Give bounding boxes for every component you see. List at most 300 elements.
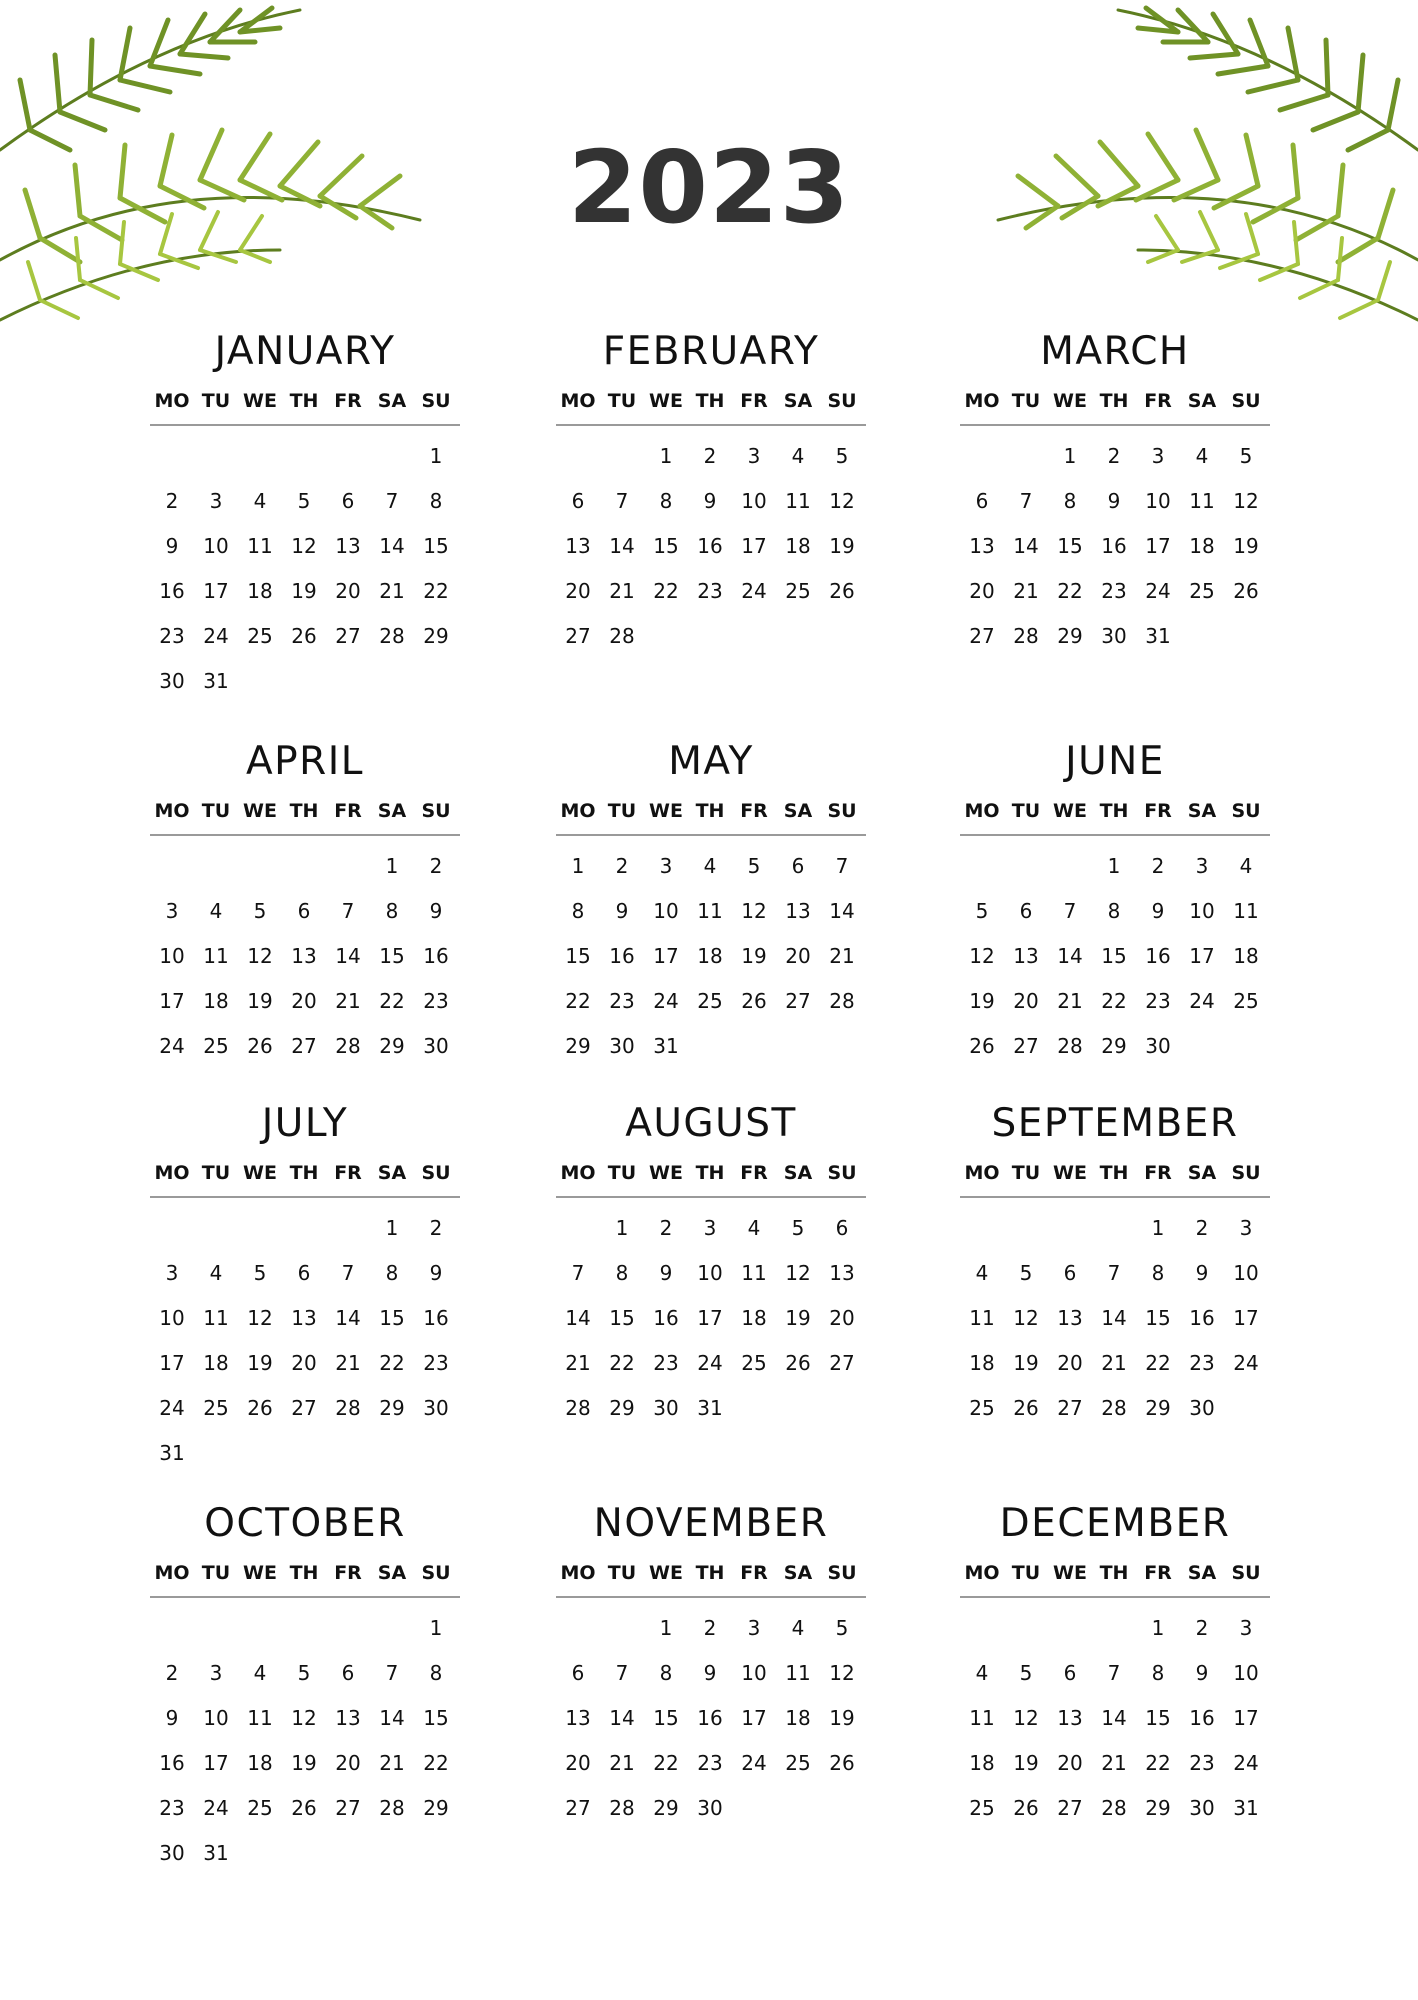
day-cell: 22 [653, 579, 679, 603]
weekday-header [960, 388, 1270, 414]
day-cell: 29 [1101, 1034, 1127, 1058]
day-cell: 20 [291, 1351, 317, 1375]
day-cell: 1 [385, 1216, 399, 1240]
day-cell: 15 [1101, 944, 1127, 968]
day-cell: 18 [741, 1306, 767, 1330]
day-cell: 7 [385, 489, 399, 513]
day-cell: 3 [165, 899, 179, 923]
day-cell: 15 [423, 1706, 449, 1730]
day-cell: 29 [1145, 1796, 1171, 1820]
empty-day [1048, 1606, 1092, 1651]
month-january [150, 330, 460, 704]
weekday-label: WE [243, 390, 277, 412]
day-cell: 1 [1151, 1616, 1165, 1640]
day-cell: 7 [385, 1661, 399, 1685]
weekday-label: SA [783, 1562, 813, 1584]
day-cell: 4 [791, 444, 805, 468]
day-grid [960, 434, 1270, 659]
day-cell: 25 [969, 1396, 995, 1420]
empty-day [960, 1206, 1004, 1251]
day-cell: 9 [429, 1261, 443, 1285]
day-cell: 18 [203, 1351, 229, 1375]
day-cell: 17 [1145, 534, 1171, 558]
day-cell: 14 [335, 944, 361, 968]
day-cell: 2 [659, 1216, 673, 1240]
weekday-label: TU [201, 1162, 231, 1184]
divider [556, 834, 866, 836]
day-cell: 24 [697, 1351, 723, 1375]
day-cell: 9 [1195, 1261, 1209, 1285]
day-grid [150, 1606, 460, 1876]
day-cell: 8 [1151, 1661, 1165, 1685]
day-cell: 23 [1101, 579, 1127, 603]
day-cell: 24 [159, 1034, 185, 1058]
day-cell: 2 [429, 1216, 443, 1240]
day-cell: 4 [747, 1216, 761, 1240]
day-cell: 10 [741, 1661, 767, 1685]
day-cell: 21 [1057, 989, 1083, 1013]
day-cell: 23 [697, 1751, 723, 1775]
day-grid [960, 1606, 1270, 1831]
day-cell: 22 [1145, 1351, 1171, 1375]
day-cell: 1 [1151, 1216, 1165, 1240]
day-cell: 25 [203, 1396, 229, 1420]
day-cell: 25 [697, 989, 723, 1013]
day-cell: 2 [1151, 854, 1165, 878]
day-cell: 6 [975, 489, 989, 513]
day-cell: 13 [829, 1261, 855, 1285]
day-cell: 16 [423, 1306, 449, 1330]
day-cell: 26 [829, 579, 855, 603]
day-cell: 24 [1145, 579, 1171, 603]
empty-day [370, 434, 414, 479]
weekday-header [150, 388, 460, 414]
day-cell: 5 [253, 1261, 267, 1285]
day-cell: 20 [785, 944, 811, 968]
day-cell: 11 [785, 1661, 811, 1685]
day-cell: 22 [1057, 579, 1083, 603]
empty-day [1092, 1606, 1136, 1651]
weekday-label: WE [243, 800, 277, 822]
day-cell: 14 [335, 1306, 361, 1330]
day-cell: 24 [653, 989, 679, 1013]
day-cell: 27 [1057, 1396, 1083, 1420]
weekday-label: SA [377, 1162, 407, 1184]
day-cell: 21 [379, 1751, 405, 1775]
weekday-label: TU [201, 800, 231, 822]
day-cell: 13 [969, 534, 995, 558]
day-cell: 3 [209, 1661, 223, 1685]
day-cell: 10 [1233, 1661, 1259, 1685]
month-june [960, 740, 1270, 1069]
day-cell: 17 [741, 534, 767, 558]
weekday-label: MO [560, 1162, 596, 1184]
day-cell: 10 [203, 534, 229, 558]
day-cell: 8 [429, 1661, 443, 1685]
day-cell: 22 [653, 1751, 679, 1775]
empty-day [282, 1206, 326, 1251]
month-name: OCTOBER [204, 1501, 406, 1546]
day-cell: 7 [571, 1261, 585, 1285]
day-cell: 26 [1013, 1796, 1039, 1820]
day-cell: 14 [609, 1706, 635, 1730]
weekday-label: WE [243, 1162, 277, 1184]
day-cell: 23 [653, 1351, 679, 1375]
day-cell: 1 [1063, 444, 1077, 468]
weekday-label: SA [1187, 1162, 1217, 1184]
empty-day [194, 434, 238, 479]
weekday-label: SA [1187, 800, 1217, 822]
month-name: APRIL [245, 739, 365, 784]
day-cell: 29 [653, 1796, 679, 1820]
day-cell: 17 [653, 944, 679, 968]
day-cell: 27 [1013, 1034, 1039, 1058]
weekday-label: WE [1053, 1562, 1087, 1584]
day-cell: 23 [159, 624, 185, 648]
month-name: NOVEMBER [593, 1501, 829, 1546]
day-cell: 18 [1233, 944, 1259, 968]
empty-day [1048, 844, 1092, 889]
weekday-label: SU [1231, 1162, 1261, 1184]
day-cell: 30 [1145, 1034, 1171, 1058]
day-cell: 4 [1195, 444, 1209, 468]
day-cell: 21 [1101, 1351, 1127, 1375]
day-cell: 11 [247, 1706, 273, 1730]
day-cell: 7 [341, 899, 355, 923]
day-cell: 2 [703, 1616, 717, 1640]
day-cell: 24 [1189, 989, 1215, 1013]
day-cell: 4 [975, 1661, 989, 1685]
day-cell: 24 [203, 1796, 229, 1820]
weekday-label: SA [1187, 1562, 1217, 1584]
weekday-label: WE [243, 1562, 277, 1584]
day-cell: 23 [159, 1796, 185, 1820]
day-cell: 3 [209, 489, 223, 513]
day-cell: 2 [165, 1661, 179, 1685]
day-cell: 5 [791, 1216, 805, 1240]
day-cell: 5 [1239, 444, 1253, 468]
empty-day [150, 844, 194, 889]
day-cell: 7 [1107, 1661, 1121, 1685]
divider [150, 424, 460, 426]
day-cell: 26 [829, 1751, 855, 1775]
day-cell: 16 [609, 944, 635, 968]
day-cell: 20 [969, 579, 995, 603]
weekday-label: SU [827, 1562, 857, 1584]
weekday-label: FR [1144, 800, 1172, 822]
day-cell: 27 [1057, 1796, 1083, 1820]
day-cell: 12 [1233, 489, 1259, 513]
day-cell: 1 [615, 1216, 629, 1240]
day-cell: 19 [969, 989, 995, 1013]
day-cell: 10 [159, 1306, 185, 1330]
month-september [960, 1102, 1270, 1431]
day-cell: 26 [1233, 579, 1259, 603]
day-cell: 15 [1057, 534, 1083, 558]
empty-day [150, 434, 194, 479]
day-cell: 18 [969, 1351, 995, 1375]
weekday-label: TH [289, 390, 319, 412]
weekday-label: WE [649, 390, 683, 412]
empty-day [1004, 434, 1048, 479]
day-cell: 5 [297, 1661, 311, 1685]
day-cell: 20 [1057, 1751, 1083, 1775]
day-cell: 28 [1057, 1034, 1083, 1058]
day-cell: 29 [1145, 1396, 1171, 1420]
day-cell: 17 [159, 1351, 185, 1375]
empty-day [150, 1206, 194, 1251]
day-cell: 20 [829, 1306, 855, 1330]
day-cell: 12 [829, 1661, 855, 1685]
empty-day [1004, 1206, 1048, 1251]
day-cell: 13 [1013, 944, 1039, 968]
day-cell: 19 [829, 1706, 855, 1730]
day-cell: 2 [429, 854, 443, 878]
day-cell: 2 [1195, 1216, 1209, 1240]
day-cell: 1 [659, 1616, 673, 1640]
day-cell: 9 [1107, 489, 1121, 513]
day-cell: 10 [203, 1706, 229, 1730]
day-cell: 13 [565, 1706, 591, 1730]
day-cell: 17 [203, 1751, 229, 1775]
day-cell: 11 [969, 1306, 995, 1330]
empty-day [1004, 844, 1048, 889]
weekday-label: MO [154, 800, 190, 822]
day-cell: 12 [969, 944, 995, 968]
weekday-label: TH [695, 1562, 725, 1584]
day-cell: 4 [791, 1616, 805, 1640]
day-cell: 5 [747, 854, 761, 878]
empty-day [150, 1606, 194, 1651]
day-cell: 4 [1239, 854, 1253, 878]
day-cell: 23 [1189, 1351, 1215, 1375]
weekday-label: TH [695, 390, 725, 412]
day-cell: 7 [1107, 1261, 1121, 1285]
empty-day [556, 1606, 600, 1651]
day-cell: 21 [565, 1351, 591, 1375]
day-cell: 27 [565, 624, 591, 648]
weekday-label: SU [421, 800, 451, 822]
day-grid [150, 434, 460, 704]
day-cell: 16 [1189, 1306, 1215, 1330]
day-cell: 22 [379, 989, 405, 1013]
month-march [960, 330, 1270, 659]
day-cell: 19 [1233, 534, 1259, 558]
weekday-label: FR [334, 1562, 362, 1584]
day-cell: 23 [1189, 1751, 1215, 1775]
day-cell: 22 [609, 1351, 635, 1375]
empty-day [238, 1606, 282, 1651]
weekday-label: MO [154, 390, 190, 412]
day-cell: 21 [829, 944, 855, 968]
day-cell: 16 [697, 1706, 723, 1730]
divider [960, 1196, 1270, 1198]
day-cell: 10 [1189, 899, 1215, 923]
day-cell: 12 [741, 899, 767, 923]
day-cell: 27 [969, 624, 995, 648]
empty-day [194, 844, 238, 889]
weekday-label: TH [289, 1562, 319, 1584]
day-cell: 24 [1233, 1751, 1259, 1775]
day-cell: 28 [379, 624, 405, 648]
day-cell: 3 [1195, 854, 1209, 878]
weekday-label: FR [740, 1162, 768, 1184]
day-cell: 8 [571, 899, 585, 923]
day-cell: 14 [609, 534, 635, 558]
day-cell: 30 [423, 1034, 449, 1058]
day-cell: 1 [571, 854, 585, 878]
day-cell: 28 [565, 1396, 591, 1420]
day-grid [556, 434, 866, 659]
day-cell: 24 [741, 579, 767, 603]
day-cell: 29 [565, 1034, 591, 1058]
weekday-label: FR [740, 390, 768, 412]
empty-day [556, 434, 600, 479]
month-name: JUNE [1065, 739, 1165, 784]
day-cell: 7 [615, 489, 629, 513]
day-cell: 18 [247, 1751, 273, 1775]
day-cell: 6 [1019, 899, 1033, 923]
weekday-label: SA [377, 800, 407, 822]
day-cell: 11 [785, 489, 811, 513]
month-name: FEBRUARY [602, 329, 820, 374]
day-cell: 17 [741, 1706, 767, 1730]
day-cell: 5 [297, 489, 311, 513]
weekday-label: SA [377, 1562, 407, 1584]
weekday-label: SU [421, 1162, 451, 1184]
day-cell: 11 [697, 899, 723, 923]
day-cell: 8 [615, 1261, 629, 1285]
day-cell: 26 [785, 1351, 811, 1375]
divider [556, 1596, 866, 1598]
day-cell: 10 [1233, 1261, 1259, 1285]
day-cell: 6 [1063, 1261, 1077, 1285]
day-cell: 2 [165, 489, 179, 513]
month-name: JULY [261, 1101, 349, 1146]
day-cell: 14 [379, 1706, 405, 1730]
day-cell: 21 [379, 579, 405, 603]
day-cell: 9 [429, 899, 443, 923]
day-cell: 21 [609, 579, 635, 603]
day-cell: 3 [747, 1616, 761, 1640]
month-name: MAY [668, 739, 754, 784]
divider [960, 1596, 1270, 1598]
day-cell: 30 [423, 1396, 449, 1420]
day-cell: 11 [1189, 489, 1215, 513]
day-cell: 3 [1239, 1216, 1253, 1240]
day-cell: 23 [697, 579, 723, 603]
divider [556, 1196, 866, 1198]
empty-day [326, 434, 370, 479]
day-cell: 7 [615, 1661, 629, 1685]
day-cell: 1 [429, 1616, 443, 1640]
day-cell: 22 [1145, 1751, 1171, 1775]
day-cell: 14 [1101, 1706, 1127, 1730]
weekday-label: TU [1011, 1562, 1041, 1584]
weekday-header [150, 1160, 460, 1186]
day-cell: 31 [159, 1441, 185, 1465]
weekday-label: FR [334, 390, 362, 412]
day-cell: 6 [297, 1261, 311, 1285]
day-cell: 21 [335, 1351, 361, 1375]
day-cell: 3 [703, 1216, 717, 1240]
day-cell: 15 [1145, 1706, 1171, 1730]
day-cell: 3 [659, 854, 673, 878]
weekday-header [556, 798, 866, 824]
day-cell: 14 [829, 899, 855, 923]
day-cell: 4 [209, 899, 223, 923]
weekday-label: TH [1099, 1162, 1129, 1184]
day-cell: 30 [1189, 1796, 1215, 1820]
weekday-header [556, 1160, 866, 1186]
day-cell: 25 [785, 579, 811, 603]
divider [556, 424, 866, 426]
day-cell: 28 [609, 1796, 635, 1820]
day-cell: 5 [835, 444, 849, 468]
day-cell: 20 [565, 579, 591, 603]
weekday-label: MO [560, 390, 596, 412]
weekday-label: MO [964, 800, 1000, 822]
day-cell: 15 [423, 534, 449, 558]
day-cell: 25 [247, 1796, 273, 1820]
day-cell: 19 [785, 1306, 811, 1330]
empty-day [282, 434, 326, 479]
day-cell: 16 [1101, 534, 1127, 558]
day-cell: 23 [423, 989, 449, 1013]
weekday-label: MO [154, 1162, 190, 1184]
divider [960, 424, 1270, 426]
day-cell: 3 [1151, 444, 1165, 468]
day-cell: 20 [1013, 989, 1039, 1013]
day-cell: 18 [247, 579, 273, 603]
day-cell: 3 [1239, 1616, 1253, 1640]
day-cell: 4 [703, 854, 717, 878]
weekday-label: MO [964, 1562, 1000, 1584]
empty-day [194, 1206, 238, 1251]
weekday-label: FR [1144, 1162, 1172, 1184]
day-grid [150, 1206, 460, 1476]
day-cell: 13 [335, 534, 361, 558]
day-grid [960, 844, 1270, 1069]
day-cell: 28 [1013, 624, 1039, 648]
day-cell: 8 [659, 489, 673, 513]
day-cell: 4 [975, 1261, 989, 1285]
day-cell: 8 [659, 1661, 673, 1685]
month-august [556, 1102, 866, 1431]
weekday-header [150, 1560, 460, 1586]
day-cell: 4 [209, 1261, 223, 1285]
day-cell: 4 [253, 1661, 267, 1685]
day-cell: 2 [615, 854, 629, 878]
day-cell: 14 [1057, 944, 1083, 968]
weekday-label: SA [1187, 390, 1217, 412]
day-cell: 15 [565, 944, 591, 968]
day-cell: 31 [1145, 624, 1171, 648]
weekday-label: FR [334, 800, 362, 822]
empty-day [556, 1206, 600, 1251]
day-cell: 28 [335, 1034, 361, 1058]
day-cell: 13 [565, 534, 591, 558]
weekday-label: TH [1099, 1562, 1129, 1584]
day-cell: 14 [565, 1306, 591, 1330]
day-grid [150, 844, 460, 1069]
day-cell: 31 [1233, 1796, 1259, 1820]
day-cell: 10 [697, 1261, 723, 1285]
day-cell: 15 [379, 944, 405, 968]
day-cell: 6 [341, 1661, 355, 1685]
day-cell: 24 [203, 624, 229, 648]
day-cell: 28 [609, 624, 635, 648]
